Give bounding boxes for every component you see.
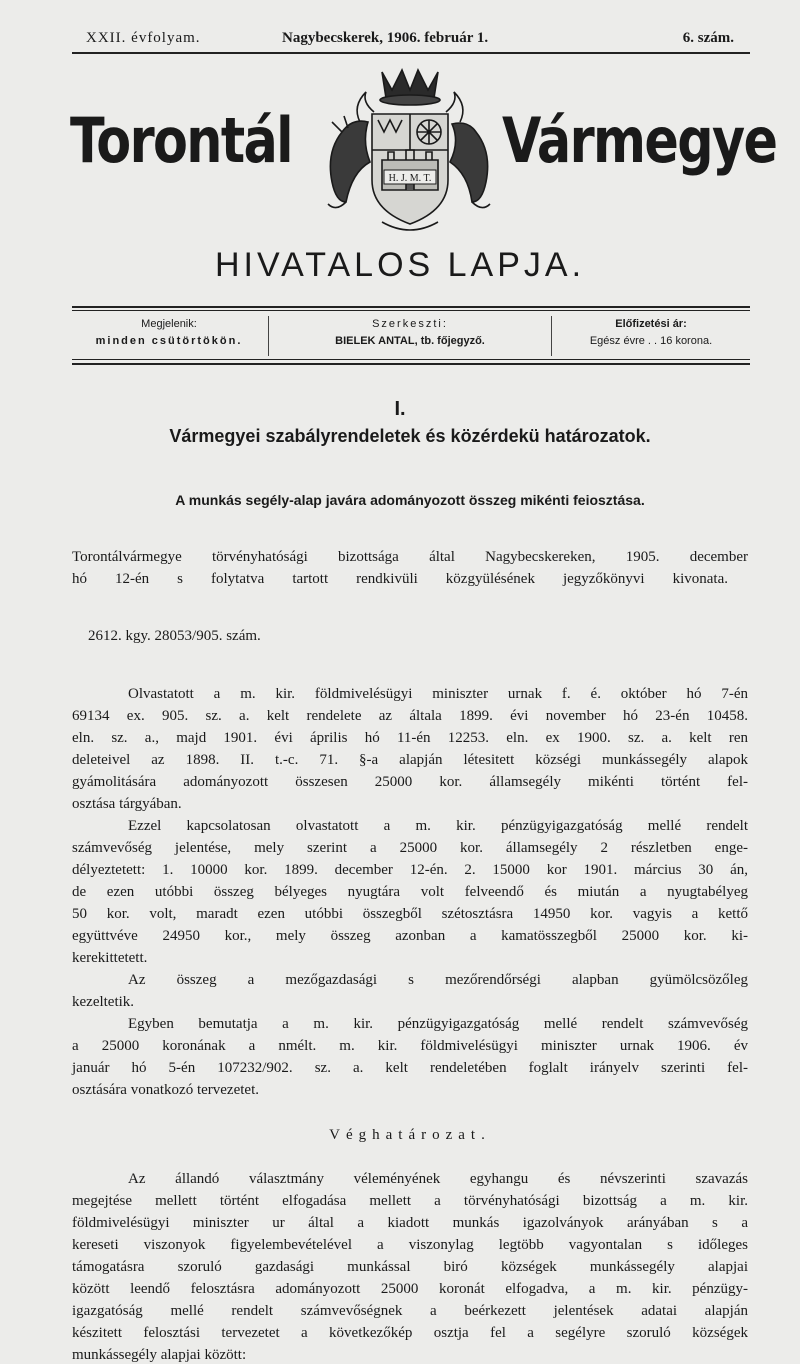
county-coat-of-arms xyxy=(322,62,496,238)
body-line: kezeltetik. xyxy=(72,994,135,1010)
body-line: munkássegély alapjai között: xyxy=(72,1347,247,1363)
schedule-value: minden csütörtökön. xyxy=(95,335,243,347)
header-rule xyxy=(72,52,750,54)
body-line: földmivelésügyi miniszter ur által a kiadott munkás igazolványok arányában s a xyxy=(72,1215,748,1231)
reference-number: 2612. kgy. 28053/905. szám. xyxy=(88,628,261,644)
body-line: 50 kor. volt, maradt ezen utóbbi összegből szétosztásra 14950 kor. vagyis a kettő xyxy=(72,906,748,922)
body-line: 69134 ex. 905. sz. a. kelt rendelete az általa 1899. évi november hó 23-én 10458. xyxy=(72,708,748,724)
body-line: osztására vonatkozó tervezetet. xyxy=(72,1082,259,1098)
body-line: Olvastatott a m. kir. földmivelésügyi miniszter urnak f. é. október hó 7-én xyxy=(128,686,748,702)
issue-header-line xyxy=(72,30,750,50)
editor-name: BIELEK ANTAL, tb. főjegyző. xyxy=(335,335,485,347)
section-number: I. xyxy=(394,398,406,420)
body-line: támogatásra szoruló gazdasági munkással biró községek munkássegély alapjai xyxy=(72,1259,748,1275)
subscription-label: Előfizetési ár: xyxy=(615,318,687,330)
body-line: között leendő felosztásra adományozott 25000 koronát elfogadva, a m. kir. pénzügy- xyxy=(72,1281,748,1297)
body-line: Az összeg a mezőgazdasági s mezőrendőrségi alapban gyümölcsözőleg xyxy=(128,972,748,988)
body-line: igazgatóság mellé rendelt számvevőségnek a beérkezett jelentések adatai alapján xyxy=(72,1303,748,1319)
body-line: Az állandó választmány véleményének egyhangu és névszerinti szavazás xyxy=(128,1171,748,1187)
place-date: Nagybecskerek, 1906. február 1. xyxy=(282,30,489,46)
body-line: a 25000 koronának a nmélt. m. kir. földmivelésügyi miniszter urnak 1906. év xyxy=(72,1038,748,1054)
body-line: kerekittetett. xyxy=(72,950,148,966)
issue-number: 6. szám. xyxy=(682,30,734,46)
body-line: osztása tárgyában. xyxy=(72,796,182,812)
body-line: készitett felosztási tervezetet a következőkép osztja fel a segélyre szoruló községek xyxy=(72,1325,748,1341)
section-title: Vármegyei szabályrendeletek és közérdekü határozatok. xyxy=(169,426,651,446)
schedule-label: Megjelenik: xyxy=(141,318,197,330)
info-bottom-rule-thin xyxy=(72,359,750,360)
volume-label: XXII. évfolyam. xyxy=(86,30,201,46)
body-line: Ezzel kapcsolatosan olvastatott a m. kir. pénzügyigazgatóság mellé rendelt xyxy=(128,818,748,834)
body-line: megejtése mellett történt elfogadása mellett a törvényhatósági bizottság a m. kir. xyxy=(72,1193,748,1209)
body-line: január hó 5-én 107232/902. sz. a. kelt rendeletében foglalt irányelv szerinti fel- xyxy=(72,1060,748,1076)
subscription-info xyxy=(552,316,750,356)
body-line: eln. sz. a., majd 1901. évi április hó 11-én 12253. eln. ex 1900. sz. a. kelt ren xyxy=(72,730,748,746)
body-line: Egyben bemutatja a m. kir. pénzügyigazgatóság mellé rendelt számvevőség xyxy=(128,1016,748,1032)
crest-inscription: H. J. M. T. xyxy=(388,173,432,184)
body-line: együttvéve 24950 kor., mely összeg azonban a kamatösszegből 25000 kor. ki- xyxy=(72,928,748,944)
body-line: Torontálvármegye törvényhatósági bizottsága által Nagybecskereken, 1905. december xyxy=(72,549,748,565)
body-line: délyeztetett: 1. 10000 kor. 1899. december 12-én. 2. 15000 kor 1901. március 30 án, xyxy=(72,862,748,878)
article-title: A munkás segély-alap javára adományozott összeg mikénti feiosztása. xyxy=(175,492,645,508)
publication-schedule xyxy=(72,316,266,356)
info-top-rule xyxy=(72,306,750,308)
subscription-price: Egész évre . . 16 korona. xyxy=(589,335,713,347)
body-line: hó 12-én s folytatva tartott rendkivüli közgyülésének jegyzőkönyvi kivonata. xyxy=(72,571,728,587)
resolution-heading: Véghatározat. xyxy=(329,1127,491,1143)
body-line: gyámolitására adományozott összesen 25000 kor. államsegély mikénti történt fel- xyxy=(72,774,748,790)
masthead-title-right: Vármegye xyxy=(502,104,777,177)
masthead-subtitle: HIVATALOS LAPJA. xyxy=(214,246,586,284)
body-line: kereseti viszonyok figyelembevételével a viszonylag legtöbb vagyontalan s időleges xyxy=(72,1237,748,1253)
publication-info-box xyxy=(72,316,750,356)
editor-label: Szerkeszti: xyxy=(372,318,448,330)
body-line: de ezen utóbbi összeg bélyeges nyugtára volt felveendő és miután a nyugtabélyeg xyxy=(72,884,748,900)
info-top-rule-thin xyxy=(72,310,750,311)
body-line: deleteivel az 1898. II. t.-c. 71. §-a alapján létesitett községi munkássegély alapok xyxy=(72,752,748,768)
body-line: számvevőség jelentése, mely szerint a 25000 kor. államsegély 2 részletben enge- xyxy=(72,840,748,856)
masthead-title-left: Torontál xyxy=(70,104,292,177)
editor-info xyxy=(268,316,552,356)
info-bottom-rule xyxy=(72,363,750,365)
